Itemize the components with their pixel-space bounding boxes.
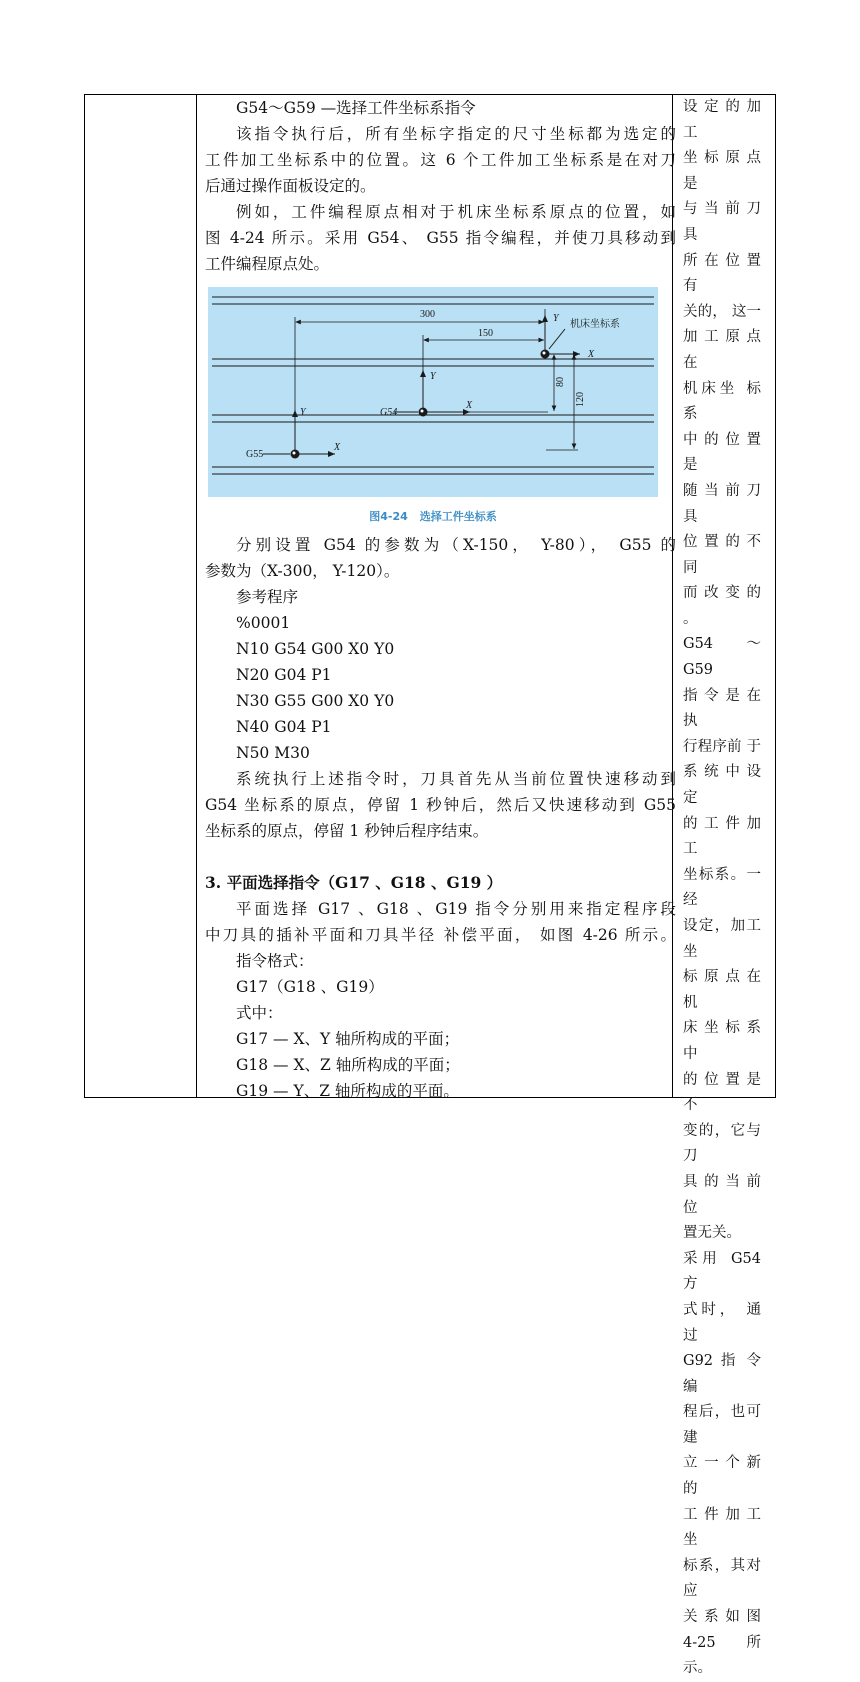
side-note-line: 置无关。	[683, 1225, 741, 1242]
side-note-line: 与 当 前 刀 具	[683, 201, 761, 243]
dim-120-label: 120	[575, 392, 586, 407]
where-label: 式中：	[236, 1004, 283, 1022]
axis-y-label: Y	[430, 371, 436, 382]
code-line: N40 G04 P1	[236, 718, 332, 736]
figure-caption	[208, 508, 658, 524]
g54-label: G54	[380, 407, 398, 418]
paragraph-line: 参数为（X-300， Y-120）。	[205, 562, 400, 580]
side-note-line: 关 系 如 图	[683, 1609, 761, 1626]
side-note-line: 位 置 的 不 同	[683, 534, 761, 576]
side-note-line: 的 位 置 是 不	[683, 1071, 761, 1114]
main-text-lower	[205, 532, 676, 1104]
side-note-line: 坐 标 原 点 是	[683, 150, 761, 192]
paragraph-line: 后通过操作面板设定的。	[205, 177, 376, 195]
paragraph-line: 分别设置 G54 的参数为（X-150， Y-80）， G55 的	[236, 536, 676, 554]
paragraph-line: 系统执行上述指令时，刀具首先从当前位置快速移动到	[236, 770, 676, 788]
paragraph-line: 图 4-24 所示。采用 G54、 G55 指令编程，并使刀具移动到	[205, 229, 676, 247]
side-note-line: 具 的 当 前 位	[683, 1173, 761, 1216]
content-table	[84, 94, 776, 1677]
caption-text: 选择工件坐标系	[419, 510, 497, 523]
side-note-line: 行程序前 于	[683, 738, 761, 755]
coordinate-diagram	[208, 287, 658, 497]
side-note-line: 坐标系。一经	[683, 866, 761, 909]
paragraph-line: 工件编程原点处。	[205, 255, 330, 273]
paragraph-line: 中刀具的插补平面和刀具半径 补偿平面， 如图 4-26 所示。	[205, 926, 676, 944]
format-code: G17（G18 、G19）	[236, 978, 384, 996]
side-note-line: 标系，其对应	[683, 1557, 761, 1600]
side-note-line: 设 定 的 加 工	[683, 99, 761, 141]
side-note-line: 系 统 中 设 定	[683, 764, 761, 807]
paragraph-line: 该指令执行后，所有坐标字指定的尺寸坐标都为选定的	[236, 125, 676, 143]
side-note-line: 中 的 位 置 是	[683, 431, 761, 474]
side-note-line: 标 原 点 在 机	[683, 969, 761, 1011]
machine-coord-label: 机床坐标系	[570, 319, 620, 330]
dim-150-label: 150	[478, 328, 493, 339]
g55-label: G55	[246, 449, 264, 460]
g19-definition: G19 — Y、Z 轴所构成的平面。	[236, 1082, 459, 1100]
figure-4-24	[208, 287, 658, 497]
side-notes	[677, 95, 761, 1682]
side-note-line: 变的，它与刀	[683, 1122, 761, 1165]
dim-300-label: 300	[420, 309, 435, 320]
side-note-line: 关的， 这一	[683, 303, 761, 320]
side-note-line: 而 改 变 的 。	[683, 585, 761, 627]
code-line: N10 G54 G00 X0 Y0	[236, 640, 395, 658]
caption-number: 图4-24	[369, 510, 408, 523]
dim-80-label: 80	[555, 377, 566, 387]
side-note-line: 设定，加工坐	[683, 918, 761, 960]
side-note-line: 所 在 位 置 有	[683, 252, 761, 295]
side-note-line: 加 工 原 点 在	[683, 329, 761, 371]
axis-y-label: Y	[300, 407, 306, 418]
paragraph-line: 工件加工坐标系中的位置。这 6 个工件加工坐标系是在对刀	[205, 151, 676, 169]
side-note-line: 4-25 所示。	[683, 1634, 761, 1677]
paragraph-line: 平面选择 G17 、G18 、G19 指令分别用来指定程序段	[236, 900, 676, 918]
format-heading: 指令格式：	[236, 952, 314, 970]
axis-x-label: X	[334, 442, 341, 453]
side-note-line: 随 当 前 刀 具	[683, 482, 761, 525]
g17-definition: G17 — X、Y 轴所构成的平面；	[236, 1030, 460, 1048]
g18-definition: G18 — X、Z 轴所构成的平面；	[236, 1056, 460, 1074]
side-note-line: 程后，也可建	[683, 1404, 761, 1446]
code-line: N50 M30	[236, 744, 310, 762]
side-note-line: 机床坐 标 系	[683, 380, 761, 423]
section-title: G54～G59 —选择工件坐标系指令	[236, 99, 476, 117]
paragraph-line: 坐标系的原点，停留 1 秒钟后程序结束。	[205, 822, 489, 840]
side-note-line: 工 件 加 工 坐	[683, 1506, 761, 1549]
code-line: %0001	[236, 614, 291, 632]
side-note-line: 床 坐 标 系 中	[683, 1020, 761, 1062]
axis-y-label: Y	[553, 313, 559, 324]
side-note-line: G92 指 令 编	[683, 1353, 761, 1395]
side-note-line: 指 令 是 在 执	[683, 687, 761, 730]
paragraph-line: G54 坐标系的原点，停留 1 秒钟后，然后又快速移动到 G55	[205, 796, 676, 814]
axis-x-label: X	[588, 349, 595, 360]
section-heading: 3. 平面选择指令（G17 、G18 、G19 ）	[205, 873, 503, 892]
main-text-upper	[205, 95, 676, 277]
code-heading: 参考程序	[236, 588, 299, 606]
side-note-line: 式时， 通 过	[683, 1301, 761, 1344]
side-note-line: 采用 G54 方	[683, 1250, 761, 1293]
side-note-line: G54 ～ G59	[683, 636, 761, 679]
side-note-line: 立 一 个 新 的	[683, 1455, 761, 1498]
code-line: N20 G04 P1	[236, 666, 332, 684]
axis-x-label: X	[466, 400, 473, 411]
column-divider-1	[196, 95, 197, 1097]
code-line: N30 G55 G00 X0 Y0	[236, 692, 395, 710]
paragraph-line: 例如，工件编程原点相对于机床坐标系原点的位置，如	[236, 203, 676, 221]
side-note-line: 的 工 件 加 工	[683, 815, 761, 858]
